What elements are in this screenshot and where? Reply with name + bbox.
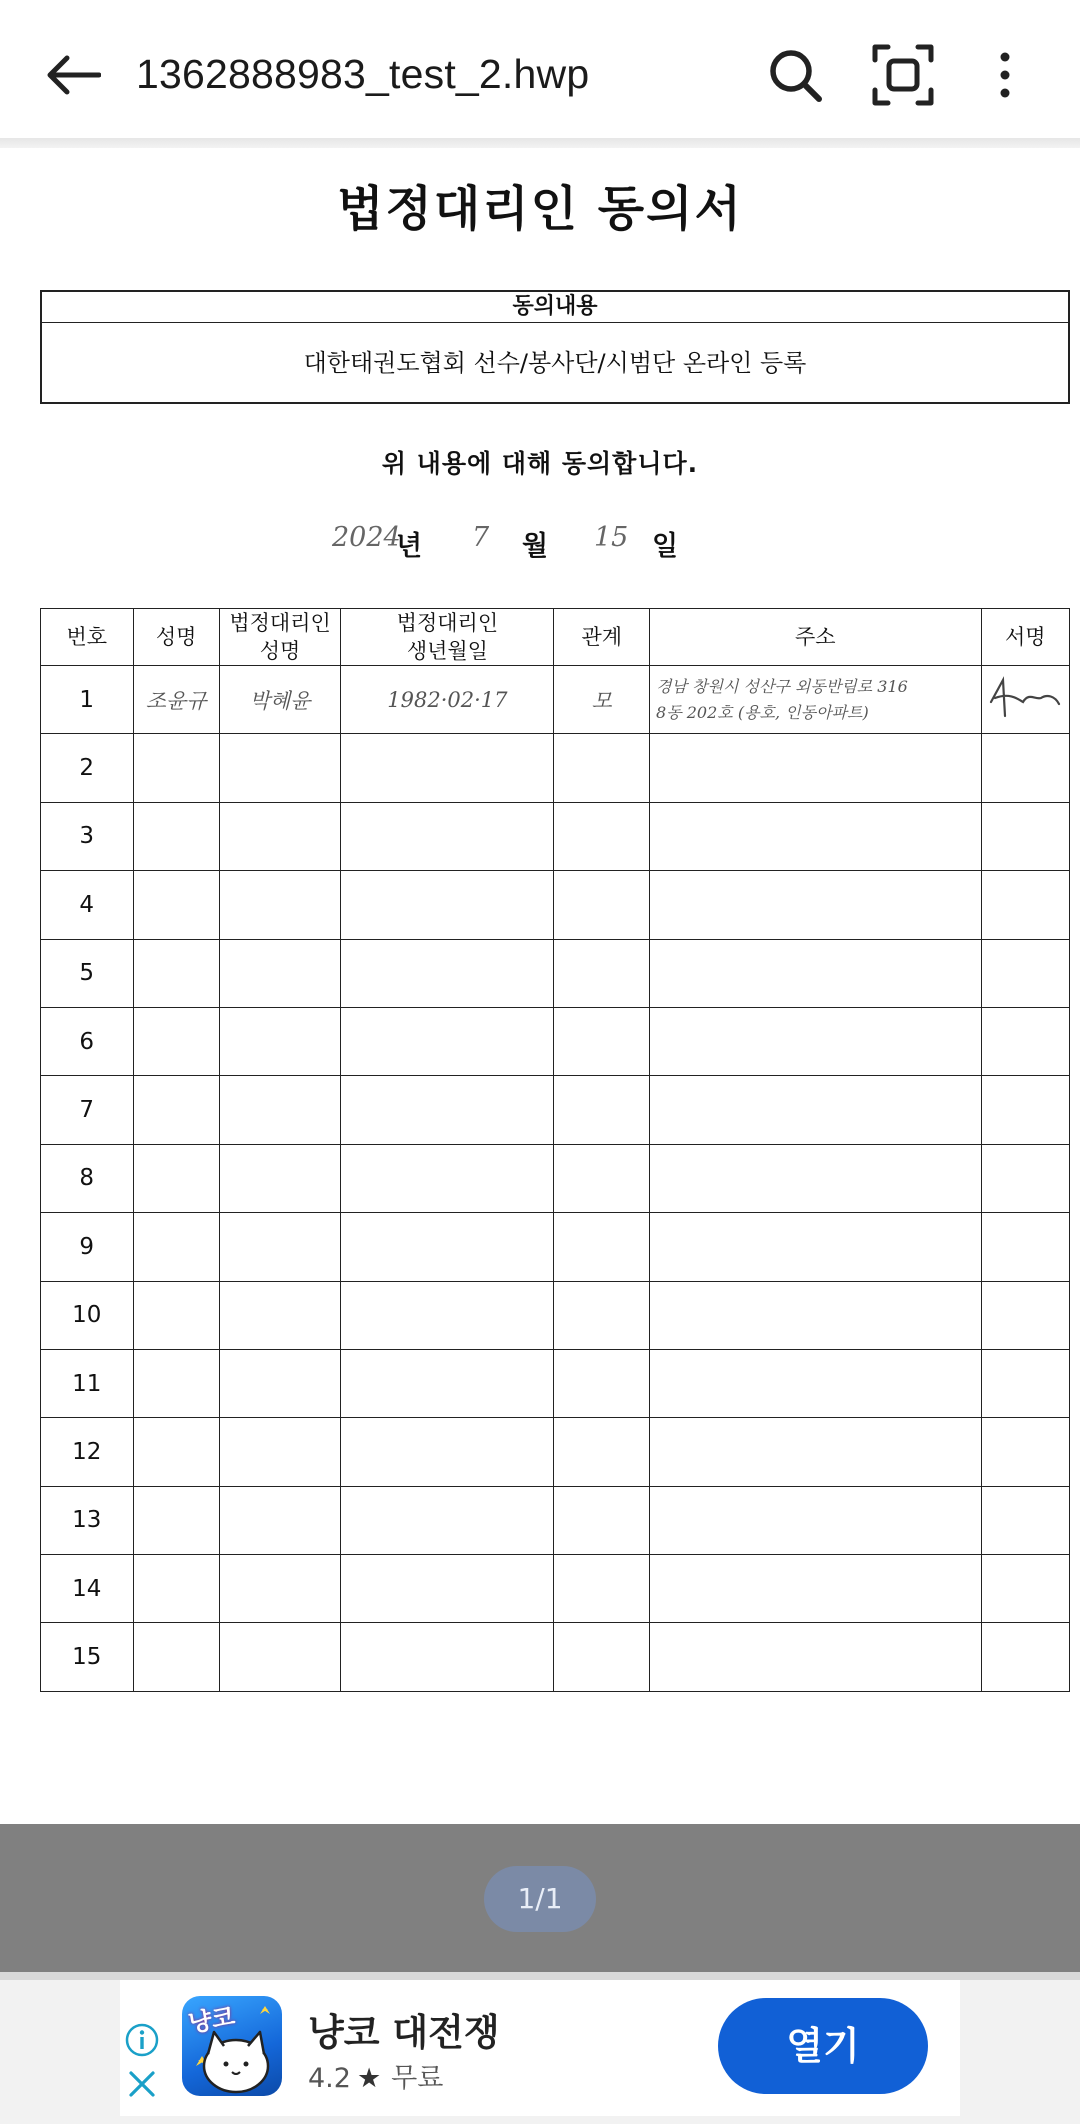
date-day-handwritten: 15 xyxy=(594,522,629,553)
table-row xyxy=(41,939,1070,1007)
ad-price: 무료 xyxy=(391,2063,444,2094)
handwritten-address xyxy=(650,666,982,734)
handwritten-relation: 모 xyxy=(554,666,650,734)
file-title: 1362888983_test_2.hwp xyxy=(136,51,590,97)
app-icon[interactable] xyxy=(182,1996,282,2096)
registration-table xyxy=(40,608,1070,1692)
table-row xyxy=(41,1349,1070,1417)
row-number: 13 xyxy=(41,1486,134,1554)
table-row xyxy=(41,666,1070,734)
header-relation: 관계 xyxy=(554,609,650,666)
table-row xyxy=(41,1076,1070,1144)
header-name: 성명 xyxy=(133,609,219,666)
date-day-label: 일 xyxy=(652,531,679,562)
row-number: 8 xyxy=(41,1144,134,1212)
date-month-handwritten: 7 xyxy=(472,522,490,553)
ad-info-icon[interactable] xyxy=(124,2022,160,2058)
header-guardian-birth-line2: 생년월일 xyxy=(406,639,488,663)
table-row xyxy=(41,802,1070,870)
app-icon-text: 냥코 xyxy=(186,2002,237,2038)
document-title: 법정대리인 동의서 xyxy=(337,181,743,237)
handwritten-signature xyxy=(981,666,1069,734)
row-number: 7 xyxy=(41,1076,134,1144)
row-number: 1 xyxy=(41,666,134,734)
date-year-label: 년 xyxy=(396,531,423,562)
table-row xyxy=(41,1281,1070,1349)
ad-app-name[interactable]: 냥코 대전쟁 xyxy=(308,2011,500,2054)
more-options-icon[interactable] xyxy=(980,40,1030,110)
consent-box-header: 동의내용 xyxy=(42,292,1068,323)
ad-close-icon[interactable] xyxy=(126,2068,158,2100)
consent-box-content: 대한태권도협회 선수/봉사단/시범단 온라인 등록 xyxy=(303,349,807,377)
row-number: 11 xyxy=(41,1349,134,1417)
header-address: 주소 xyxy=(650,609,982,666)
row-number: 9 xyxy=(41,1213,134,1281)
ad-banner-area xyxy=(0,1980,1080,2124)
search-icon[interactable] xyxy=(760,40,830,110)
page-indicator: 1/1 xyxy=(484,1866,596,1932)
row-number: 14 xyxy=(41,1555,134,1623)
header-guardian-birth-line1: 법정대리인 xyxy=(396,611,499,635)
signature-scribble xyxy=(985,672,1065,722)
app-bar xyxy=(0,0,1080,138)
address-line2: 8동 202호 (용호, 인동아파트) xyxy=(656,702,869,722)
table-row xyxy=(41,1213,1070,1281)
ad-open-button[interactable]: 열기 xyxy=(718,1998,928,2094)
consent-date xyxy=(320,512,760,568)
header-guardian-name-line2: 성명 xyxy=(259,639,301,663)
app-bar-divider xyxy=(0,138,1080,148)
table-header-row xyxy=(41,609,1070,666)
table-row xyxy=(41,1007,1070,1075)
row-number: 2 xyxy=(41,734,134,802)
ad-app-meta xyxy=(308,2056,443,2095)
agree-statement: 위 내용에 대해 동의합니다. xyxy=(381,449,699,478)
row-number: 12 xyxy=(41,1418,134,1486)
table-row xyxy=(41,734,1070,802)
header-no: 번호 xyxy=(41,609,134,666)
row-number: 5 xyxy=(41,939,134,1007)
header-guardian-birth xyxy=(341,609,554,666)
document-page[interactable] xyxy=(0,148,1080,1824)
table-row xyxy=(41,1418,1070,1486)
page-indicator-bar xyxy=(0,1824,1080,1972)
date-month-label: 월 xyxy=(522,531,549,562)
date-year-handwritten: 2024 xyxy=(332,522,401,553)
fit-screen-icon[interactable] xyxy=(866,38,940,112)
header-guardian-name xyxy=(219,609,341,666)
consent-box xyxy=(40,290,1070,404)
handwritten-name: 조윤규 xyxy=(133,666,219,734)
table-row xyxy=(41,1486,1070,1554)
back-arrow-icon[interactable] xyxy=(38,40,108,110)
ad-rating: 4.2 xyxy=(308,2063,351,2094)
table-row xyxy=(41,1555,1070,1623)
handwritten-guardian-birth: 1982·02·17 xyxy=(341,666,554,734)
row-number: 15 xyxy=(41,1623,134,1691)
star-icon: ★ xyxy=(356,2063,382,2094)
header-signature: 서명 xyxy=(981,609,1069,666)
handwritten-guardian-name: 박혜윤 xyxy=(219,666,341,734)
table-row xyxy=(41,871,1070,939)
row-number: 4 xyxy=(41,871,134,939)
address-line1: 경남 창원시 성산구 외동반림로 316 xyxy=(656,676,908,696)
row-number: 10 xyxy=(41,1281,134,1349)
ad-banner[interactable] xyxy=(120,1980,960,2116)
divider xyxy=(0,1972,1080,1980)
row-number: 3 xyxy=(41,802,134,870)
row-number: 6 xyxy=(41,1007,134,1075)
header-guardian-name-line1: 법정대리인 xyxy=(229,611,331,635)
table-row xyxy=(41,1144,1070,1212)
table-row xyxy=(41,1623,1070,1691)
